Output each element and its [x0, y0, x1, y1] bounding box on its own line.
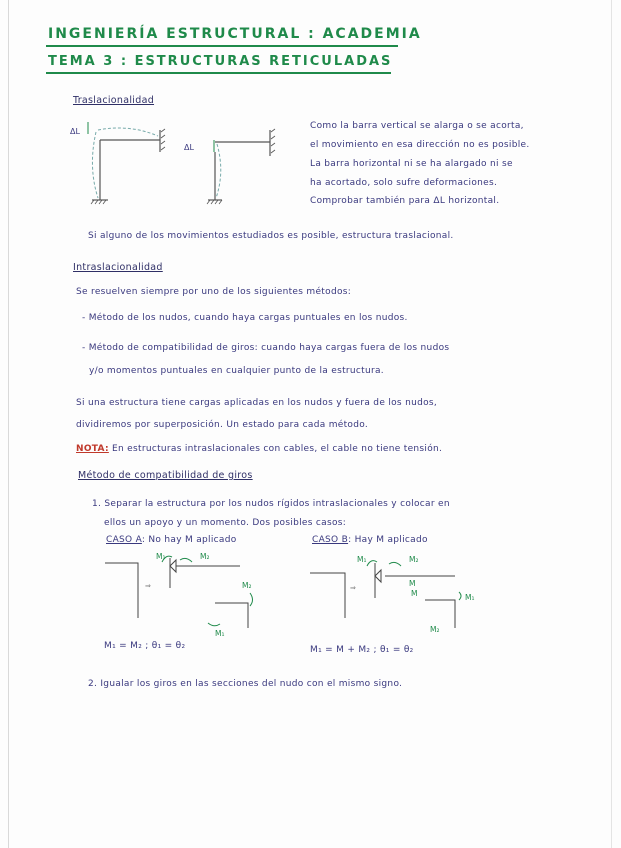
- caso-a-label: CASO A: [106, 535, 142, 545]
- main-title-underline: [46, 45, 398, 47]
- caso-b-m1b: M₁: [465, 593, 475, 602]
- bullet-metodo-nudos: - Método de los nudos, cuando haya cargas puntuales en los nudos.: [82, 313, 408, 323]
- nota-line: [76, 444, 442, 454]
- caso-a-diagram: [100, 548, 280, 640]
- caso-a-text: : No hay M aplicado: [141, 535, 237, 545]
- bullet-metodo-giros-2: y/o momentos puntuales en cualquier punto de la estructura.: [89, 366, 384, 376]
- conclusion-traslacional: Si alguno de los movimientos estudiados es posible, estructura traslacional.: [88, 231, 454, 241]
- caso-a-m2b: M₂: [242, 581, 252, 590]
- caso-a-m1b: M₁: [215, 629, 225, 638]
- caso-a-m1: M₁: [156, 552, 166, 561]
- topic-title-underline: [46, 72, 391, 74]
- frame-right: [208, 130, 270, 200]
- svg-text:⇒: ⇒: [145, 582, 151, 590]
- nota-text: En estructuras intraslacionales con cables, el cable no tiene tensión.: [108, 444, 443, 454]
- caso-b-heading: [312, 535, 428, 545]
- caso-b-m2b: M₂: [430, 625, 440, 634]
- svg-text:⇒: ⇒: [350, 584, 356, 592]
- traslacionalidad-diagram: [60, 112, 300, 212]
- step1-line2: ellos un apoyo y un momento. Dos posibles casos:: [104, 518, 347, 528]
- para1-line4: ha acortado, solo sufre deformaciones.: [310, 178, 498, 188]
- topic-title: TEMA 3 : ESTRUCTURAS RETICULADAS: [48, 54, 393, 69]
- deformed-shape-left: [92, 132, 98, 198]
- para1-line3: La barra horizontal ni se ha alargado ni se: [310, 159, 513, 169]
- step2-line: 2. Igualar los giros en las secciones del nudo con el mismo signo.: [88, 679, 403, 689]
- main-title: INGENIERÍA ESTRUCTURAL : ACADEMIA: [48, 26, 422, 42]
- caso-a-m2: M₂: [200, 552, 210, 561]
- caso-b-m2: M₂: [409, 555, 419, 564]
- caso-b-equation: M₁ = M + M₂ ; θ₁ = θ₂: [310, 645, 414, 655]
- intro-intraslacional: Se resuelven siempre por uno de los siguientes métodos:: [76, 287, 352, 297]
- caso-a-equation: M₁ = M₂ ; θ₁ = θ₂: [104, 641, 186, 651]
- page-right-edge: [611, 0, 612, 848]
- section-metodo-giros: Método de compatibilidad de giros: [78, 470, 253, 481]
- para1-line5: Comprobar también para ΔL horizontal.: [310, 196, 500, 206]
- frame-left: [92, 130, 160, 200]
- caso-a-heading: [106, 535, 237, 545]
- caso-b-m: M: [409, 579, 416, 588]
- section-traslacionalidad: Traslacionalidad: [73, 95, 155, 106]
- superposicion-line1: Si una estructura tiene cargas aplicadas en los nudos y fuera de los nudos,: [76, 398, 438, 408]
- dl-label-left: ΔL: [70, 127, 80, 136]
- caso-b-mb: M: [411, 589, 418, 598]
- caso-b-label: CASO B: [312, 535, 349, 545]
- para1-line1: Como la barra vertical se alarga o se acorta,: [310, 121, 524, 131]
- superposicion-line2: dividiremos por superposición. Un estado para cada método.: [76, 420, 369, 430]
- step1-line1: 1. Separar la estructura por los nudos rígidos intraslacionales y colocar en: [92, 499, 450, 509]
- nota-label: NOTA:: [76, 444, 109, 454]
- para1-line2: el movimiento en esa dirección no es posible.: [310, 140, 530, 150]
- caso-b-diagram: [305, 548, 495, 640]
- caso-b-text: : Hay M aplicado: [348, 535, 428, 545]
- bullet-metodo-giros-1: - Método de compatibilidad de giros: cuando haya cargas fuera de los nudos: [82, 343, 450, 353]
- caso-b-m1: M₁: [357, 555, 367, 564]
- page-left-edge: [8, 0, 9, 848]
- dl-label-right: ΔL: [184, 143, 194, 152]
- section-intraslacionalidad: Intraslacionalidad: [73, 262, 163, 273]
